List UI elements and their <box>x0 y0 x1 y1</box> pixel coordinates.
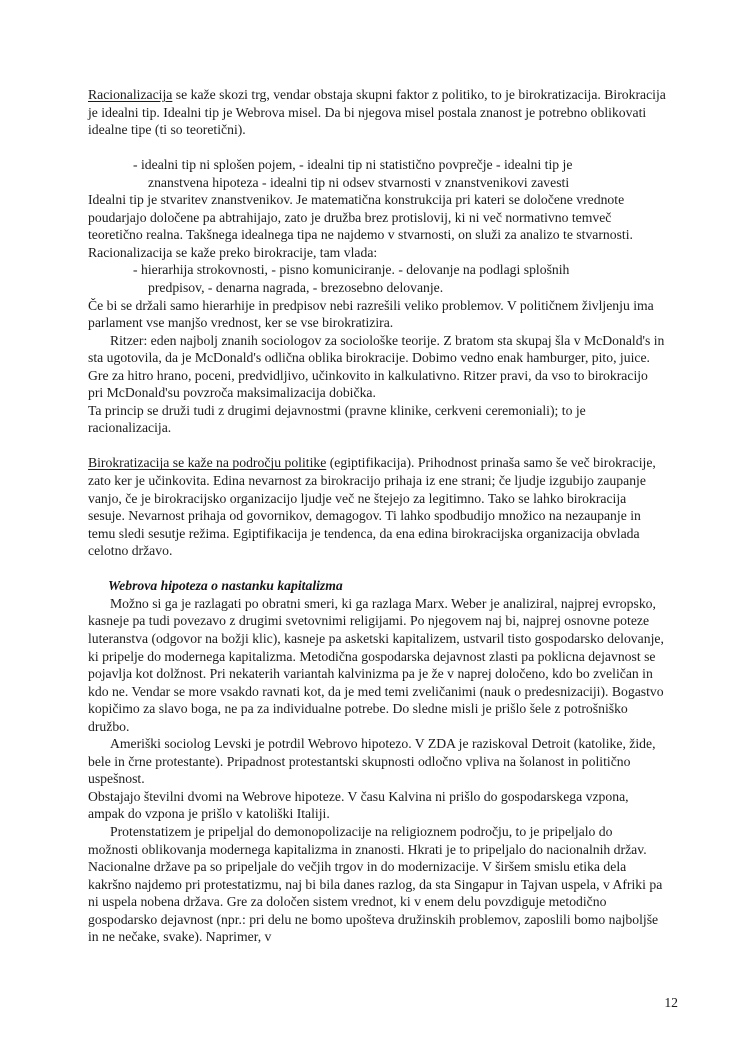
list-line-ideal-type-2: znanstvena hipoteza - idealni tip ni odsev stvarnosti v znanstvenikovi zavesti <box>148 174 570 190</box>
document-body <box>88 86 666 946</box>
spacer <box>88 139 666 157</box>
list-line-bureaucracy-2: predpisov, - denarna nagrada, - brezosebno delovanje. <box>148 280 444 296</box>
paragraph-bureaucratization <box>88 454 666 559</box>
paragraph-ritzer: Ritzer: eden najbolj znanih sociologov za sociološke teorije. Z bratom sta skupaj šla v McDonald's in sta ugotovila, da je McDonald's odlična oblika birokracije. Dobimo vedno enak hamburger, pito, juice. Gre za hitro hrano, poceni, predvidljivo, učinkovito in kalkulativno. Ritzer pravi, da vso to birokracijo pri McDonald'su povzroča maksimalizacija dobička. <box>88 332 665 401</box>
page-number: 12 <box>664 995 678 1010</box>
list-line-ideal-type-1: - idealni tip ni splošen pojem, - idealni tip ni statistično povprečje - idealni tip je <box>133 157 573 173</box>
spacer <box>88 437 666 455</box>
paragraph-levski: Ameriški sociolog Levski je potrdil Webrovo hipotezo. V ZDA je raziskoval Detroit (katolike, žide, bele in črne protestante). Pripadnost protestantski skupnosti odločno vpliva na šolanost in politično uspešnost. <box>88 736 656 787</box>
underlined-term-birokratizacija: Birokratizacija se kaže na področju politike <box>88 455 327 471</box>
underlined-term-racionalizacija: Racionalizacija <box>88 87 173 102</box>
section-heading-weber-hypothesis: Webrova hipoteza o nastanku kapitalizma <box>108 578 343 594</box>
spacer <box>88 560 666 578</box>
paragraph-protestantism: Protenstatizem je pripeljal do demonopolizacije na religioznem področju, to je pripeljalo do možnosti oblikovanja modernega kapitalizma in znanosti. Hkrati je to pripeljalo do nacionalnih držav. Nacionalne države pa so pripeljale do večjih trgov in do modernizacije. V širšem smislu etika dela kakršno najdemo pri protestatizmu, naj bi bila danes razlog, da sta Singapur in Tajvan uspela, v Afriki pa ni uspela nobena država. Gre za določen sistem vrednot, ki v enem delu povzdiguje metodično gospodarsko dejavnost (npr.: pri delu ne bomo upošteva družinskih problemov, zaposlili bomo najboljše in ne nečake, svake). Naprimer, v <box>88 823 663 945</box>
paragraph-doubts: Obstajajo številni dvomi na Webrove hipoteze. V času Kalvina ni prišlo do gospodarskega vzpona, ampak do vzpona je prišlo v katoliški Italiji. <box>88 788 629 822</box>
paragraph-ideal-type: Idealni tip je stvaritev znanstvenikov. Je matematična konstrukcija pri kateri se določene vrednote poudarjajo določene pa abtrahijajo, zato je družba brez protislovij, ki ni več normativno temveč teoretično realna. Takšnega idealnega tipa ne najdemo v stvarnosti, on služi za analizo te stvarnosti. Racionalizacija se kaže preko birokracije, tam vlada: <box>88 192 633 260</box>
paragraph-rationalization <box>88 86 666 139</box>
paragraph-rationalization-text: se kaže skozi trg, vendar obstaja skupni faktor z politiko, to je birokratizacija. Birokracija je idealni tip. Idealni tip je Webrova misel. Da bi njegova misel postala znanost je potrebno oblikovati idealne tipe (ti so teoretični). <box>88 87 666 138</box>
paragraph-hierarchy: Če bi se držali samo hierarhije in predpisov nebi razrešili veliko problemov. V političnem življenju ima parlament vse manjšo vrednost, ker se vse birokratizira. <box>88 297 654 331</box>
list-line-bureaucracy-1: - hierarhija strokovnosti, - pisno komuniciranje. - delovanje na podlagi splošnih <box>133 262 570 278</box>
paragraph-principle: Ta princip se druži tudi z drugimi dejavnostmi (pravne klinike, cerkveni ceremoniali); to je racionalizacija. <box>88 402 586 436</box>
paragraph-weber-hypothesis: Možno si ga je razlagati po obratni smeri, ki ga razlaga Marx. Weber je analiziral, najprej evropsko, kasneje pa tudi povezavo z drugimi svetovnimi religijami. Po njegovem naj bi, najprej osnovne poteze luteranstva (odgovor na božji klic), kasneje pa asketski kapitalizem, ustvaril tisto gospodarsko delovanje, ki pripelje do modernega kapitalizma. Metodična gospodarska dejavnost zlasti pa poklicna dejavnost se pojavlja kot dolžnost. Pri nekaterih variantah kalvinizma pa je že v naprej določeno, kdo bo zveličan in kdo ne. Vendar se more vsakdo ravnati kot, da je med temi zveličanimi (nauk o predesnizaciji). Bogastvo kopičimo za slavo boga, ne pa za individualne potrebe. Do sledne misli je prišlo šele z potrošniško družbo. <box>88 595 664 734</box>
paragraph-bureaucratization-text: (egiptifikacija). Prihodnost prinaša samo še več birokracije, zato ker je učinkovita. Edina nevarnost za birokracijo prihaja iz ene strani; če ljudje izgubijo zaupanje vanjo, če je birokracijsko organizacijo ljudje več ne štejejo za legitimno. Tako se lahko birokracija sesuje. Nevarnost prihaja od govornikov, demagogov. Ti lahko spodbudijo množico na nezaupanje in temu sledi sesutje režima. Egiptifikacija je tendenca, da ena edina birokracijska organizacija obvlada celotno državo. <box>88 455 656 559</box>
